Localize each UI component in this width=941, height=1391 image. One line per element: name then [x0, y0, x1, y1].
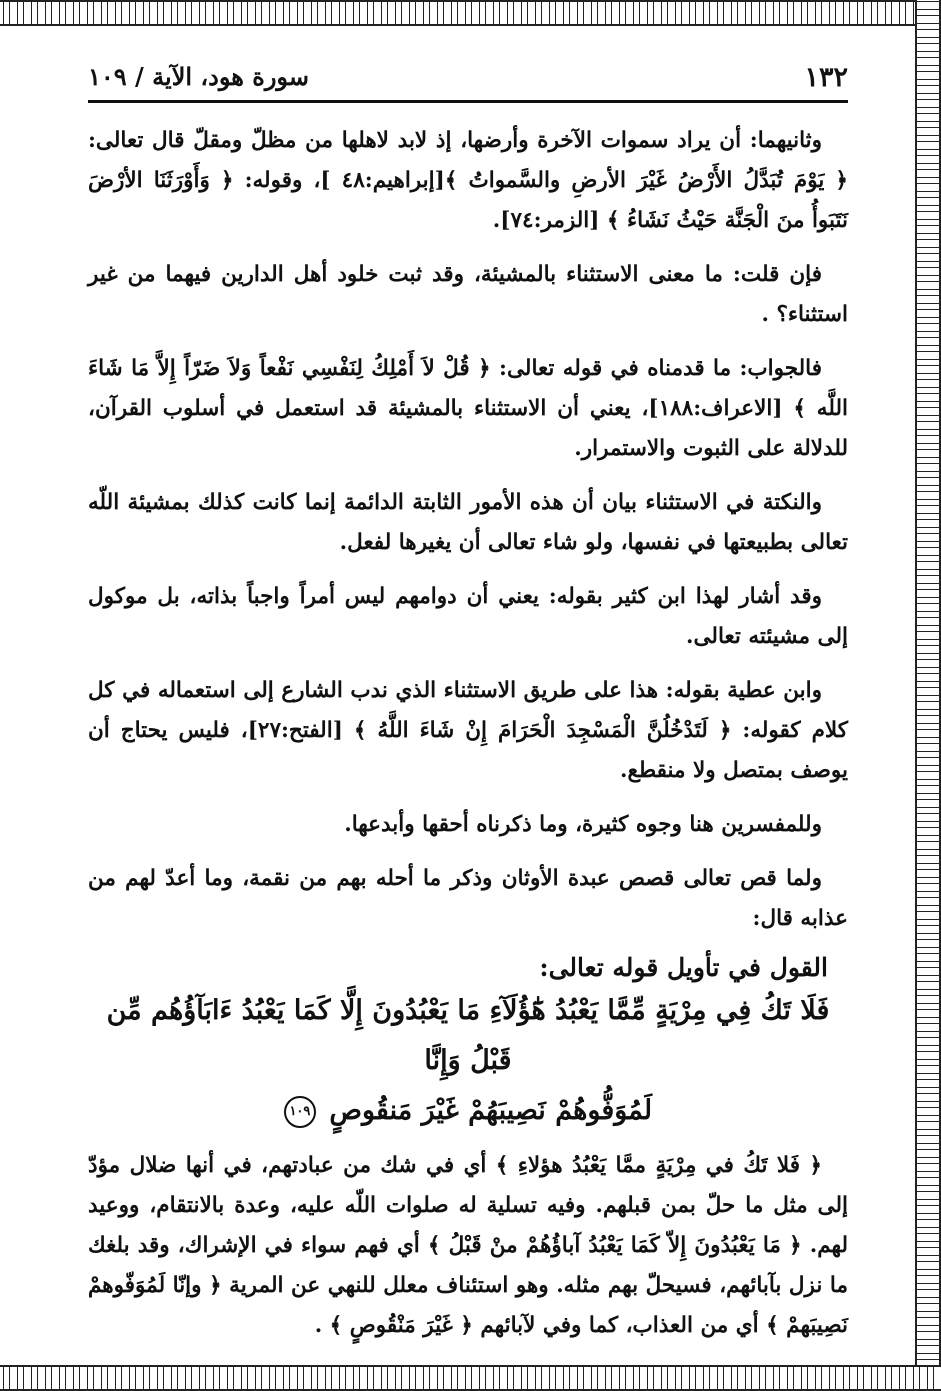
- page-number: ١٣٢: [804, 62, 848, 93]
- paragraph: وللمفسرين هنا وجوه كثيرة، وما ذكرناه أحقها وأبدعها.: [344, 812, 822, 837]
- surah-title: سورة هود، الآية / ١٠٩: [88, 62, 309, 91]
- top-ornamental-border: [0, 0, 941, 26]
- paragraph: وثانيهما: أن يراد سموات الآخرة وأرضها، إذ لابد لاهلها من مظلّ ومقلّ قال تعالى: ﴿ يَوْمَ تُبَدَّلُ الأَرْضُ غَيْرَ الأرضِ والسَّمواتُ ﴾[إبراهيم:٤٨ ]، وقوله: ﴿ وَأَوْرَثَنَا الأرْضَ نَتَبَوأُ منَ الْجَنَّة حَيْثُ نَشَاءُ ﴾ [الزمر:٧٤].: [88, 128, 849, 233]
- paragraph: وقد أشار لهذا ابن كثير بقوله: يعني أن دوامهم ليس أمراً واجباً بذاته، بل موكول إلى مشيئته تعالى.: [88, 584, 848, 649]
- page-header: [88, 60, 848, 103]
- page-content: [88, 60, 848, 1360]
- paragraph: والنكتة في الاستثناء بيان أن هذه الأمور الثابتة الدائمة إنما كانت كذلك بمشيئة اللّه تعالى بطبيعتها في نفسها، ولو شاء تعالى أن يغيرها لفعل.: [88, 490, 848, 555]
- quran-verse: [88, 986, 848, 1136]
- bottom-ornamental-border: [0, 1365, 941, 1391]
- ayah-number-marker: ١٠٩: [284, 1096, 316, 1128]
- paragraph: فالجواب: ما قدمناه في قوله تعالى: ﴿ قُلْ لاَ أَمْلِكُ لِنَفْسِي نَفْعاً وَلاَ ضَرّاً إِلاَّ مَا شَاءَ اللَّه ﴾ [الاعراف:١٨٨]، يعني أن الاستثناء بالمشيئة قد استعمل في أسلوب القرآن، للدلالة على الثبوت والاستمرار.: [88, 356, 848, 461]
- verse-line-2: [88, 1086, 848, 1136]
- section-heading: القول في تأويل قوله تعالى:: [539, 953, 828, 982]
- verse-line-2-text: لَمُوَفُّوهُمْ نَصِيبَهُمْ غَيْرَ مَنقُوصٍ: [329, 1095, 653, 1126]
- right-ornamental-border: [915, 0, 941, 1391]
- verse-line-1: فَلَا تَكُ فِي مِرْيَةٍ مِّمَّا يَعْبُدُ هَٰٓؤُلَآءِ مَا يَعْبُدُونَ إِلَّا كَمَا يَعْبُدُ ءَابَآؤُهُم مِّن قَبْلُ وَإِنَّا: [106, 995, 830, 1076]
- commentary-paragraph: ﴿ فَلا تَكُ في مِرْيَةٍ ممَّا يَعْبُدُ هؤلاءِ ﴾ أي في شك من عبادتهم، في أنها ضلال مؤدّ إلى مثل ما حلّ بمن قبلهم. وفيه تسلية له صلوات اللّه عليه، وعدة بالانتقام، ووعيد لهم. ﴿ مَا يَعْبُدُونَ إِلاّ كَمَا يَعْبُدُ آباؤُهُمْ منْ قَبْلُ ﴾ أي فهم سواء في الإشراك، وقد بلغك ما نزل بآبائهم، فسيحلّ بهم مثله. وهو استئناف معلل للنهي عن المرية ﴿ وإنّا لَمُوَفّوهمْ نَصِيبَهمْ ﴾ أي من العذاب، كما وفي لآبائهم ﴿ غَيْرَ مَنْقُوصٍ ﴾ .: [88, 1153, 848, 1338]
- paragraph: ولما قص تعالى قصص عبدة الأوثان وذكر ما أحله بهم من نقمة، وما أعدّ لهم من عذابه قال:: [88, 866, 848, 931]
- paragraph: وابن عطية بقوله: هذا على طريق الاستثناء الذي ندب الشارع إلى استعماله في كل كلام كقوله: ﴿ لَتَدْخُلُنَّ الْمَسْجِدَ الْحَرَامَ إِنْ شَاءَ اللَّهُ ﴾ [الفتح:٢٧]، فليس يحتاج أن يوصف بمتصل ولا منقطع.: [88, 678, 848, 783]
- paragraph: فإن قلت: ما معنى الاستثناء بالمشيئة، وقد ثبت خلود أهل الدارين فيهما من غير استثناء؟ .: [88, 262, 848, 327]
